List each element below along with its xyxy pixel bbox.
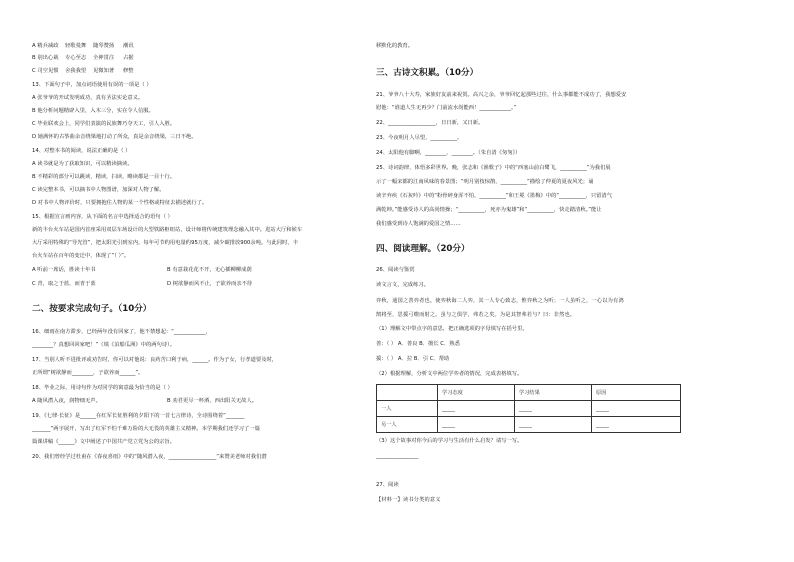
material-1-title: 【材料一】读书分类的意义	[376, 497, 441, 503]
table-header-row	[377, 385, 681, 401]
q26-sub-2: （2）根据理解，分析文中两位学弈者的情况，完成表格填写。	[376, 371, 523, 377]
table-cell: 一人	[377, 401, 438, 417]
q20-line-1: 20、我们曾经学过杜甫在《春夜喜雨》中的“随风潜入夜，__________________”来赞美老师对我们潜	[32, 454, 267, 460]
q25-line-5: 我们感受到诗人饱满的爱国之情……	[376, 221, 461, 227]
q25-line-2: 示了一幅宋都的江南风味的春景图；“明月别枝惊鹊，__________”描绘了仲夏的夏夜风光；诵	[376, 179, 594, 185]
q14-option-d: D 对书中人物评价时，只要拥抱住人物的某一个性格或特征去描述就行了。	[32, 200, 208, 206]
q13-option-d: D 她满怀的古筝曲余音绕梁地打动了所众，真是余音绕梁，三日不绝。	[32, 134, 197, 140]
option-text: B 劝君更尽一杯酒，西出阳关无故人。	[167, 398, 258, 404]
q18-options-row	[32, 398, 257, 405]
classical-text-line-2: 鹄将至，思援弓缴而射之。虽与之俱学，弗若之矣。为是其智弗若与？曰：非然也。	[376, 312, 576, 318]
answer-blank[interactable]: _____	[592, 417, 681, 433]
q14-option-a: A 读书就是为了获取知识，可以精读摘读。	[32, 161, 133, 167]
option-text: 修整	[123, 68, 134, 74]
option-text: 轻歌曼舞	[65, 43, 87, 49]
q17-line-2: 正所谓“树欲静而________，子欲养而______”。	[32, 370, 144, 376]
table-header-cell	[377, 385, 438, 401]
option-text: 见微知著	[93, 68, 115, 74]
q13-stem: 13、下面句子中，加点词语使用有误的一项是（ ）	[32, 82, 152, 88]
q19-line-3: 篇课讲稿《______》文中阐述了中国共产党立党为公的宗旨。	[32, 439, 176, 445]
q13-option-b: B 他分析问题精辟入里，入木三分，实在令人信服。	[32, 108, 154, 114]
q12-options-row-3	[32, 68, 156, 75]
answer-blank[interactable]: _____	[438, 401, 515, 417]
option-text: 舍我我望	[65, 68, 87, 74]
table-header-cell: 学习结果	[515, 385, 592, 401]
option-text: 随琴赞扬	[93, 43, 115, 49]
section-3-title: 三、古诗文积累。（10分）	[376, 68, 479, 78]
q16-line-2: ________？真想回回家吧！”（填《泊船瓜洲》中的两句诗）。	[32, 342, 176, 348]
table-header-cell: 学习态度	[438, 385, 515, 401]
q12-options-row-1	[32, 43, 156, 50]
option-text: A 随风潜入夜，润物细无声。	[32, 398, 101, 404]
q13-option-c: C 毕业联欢会上，同学们表演的民族舞巧夺天工，引人入胜。	[32, 121, 176, 127]
option-text: B 有意栽花花不开，无心插柳柳成荫	[167, 267, 252, 273]
answer-blank[interactable]: _____	[438, 417, 515, 433]
q14-stem: 14、对整本书的阅读，说法正确的是（ ）	[32, 148, 131, 154]
table-row	[377, 417, 681, 433]
q13-option-a: A 张爷爷的开试发明成功，真有圣法实论意义。	[32, 95, 144, 101]
q18-stem: 18、毕业之际，用诗句作为对同学的寓意最为恰当的是（ ）	[32, 385, 173, 391]
option-text: D 树欲静而风不止，子欲养而亲不待	[167, 281, 253, 287]
option-text: 专心至志	[65, 55, 87, 61]
q23-line: 23、今夜明月人尽望，__________。	[376, 135, 463, 141]
answer-blank[interactable]: _____	[592, 401, 681, 417]
answer-blank[interactable]: _____	[515, 417, 592, 433]
q21-line-1: 21、爷爷八十大寿，家族好友前来祝贺。高兴之余，爷爷回忆起那些过往，什么事都能不成功了，我想爱安	[376, 92, 627, 98]
learning-comparison-table	[376, 384, 681, 433]
option-text: A 精兵减政	[32, 43, 59, 49]
option-text: B 别出心裁	[32, 55, 59, 61]
q15-options-row-1	[32, 267, 252, 274]
q21-line-2: 慰他：“谁道人生无再少？门前流水尚能西！____________。”	[376, 105, 517, 111]
q26-sub-1-yuan: 援：（ ） A．拉 B．引 C．帮助	[376, 356, 450, 362]
table-cell: 另一人	[377, 417, 438, 433]
q25-line-3: 读辛弃疾《石灰吟》中的“粉骨碎身浑不怕，__________”和王冕《墨梅》中的“__________，只留清气	[376, 193, 613, 199]
q27-title: 27、阅读	[376, 482, 399, 488]
table-row	[377, 401, 681, 417]
q26-title: 26、阅读与鉴赏	[376, 267, 415, 273]
q19-line-1: 19、《七律·长征》是______在红军长征胜利的夕阳下的一首七言律诗，全诗围绕着“_______	[32, 413, 245, 419]
option-text: 全神贯注	[93, 55, 115, 61]
q22-line: 22、__________________，日日新，又日新。	[376, 120, 484, 126]
q14-option-c: C 读完整本书，可以摘书中人物图谱，加深对人物了解。	[32, 187, 165, 193]
q26-sub-1: （1）理解文中带点字的意思，把正确选项的字母填写在括号里。	[376, 326, 528, 332]
q14-option-b: B 不精彩的部分可以跳读，精读，扫读，略读都是一目十行。	[32, 174, 176, 180]
q15-passage-line-1: 新的丰台火车站是国内首座采用双层车场设计的大型铁路枢纽站，设计师将传统建筑理念融入其中。进站大厅和候车	[32, 227, 303, 233]
reading-instruction: 读文言文，完成练习。	[376, 282, 429, 288]
option-text: 占据	[123, 55, 134, 61]
q26-sub-3-answer-line[interactable]: ________________	[376, 453, 419, 459]
q12-options-row-2	[32, 55, 156, 62]
q26-sub-3: （3）这个故事对你今后的学习与生活有什么启发？请写一写。	[376, 438, 523, 444]
q17-line-1: 17、当别人听不进批评或劝告时，你可以对他说：良药苦口利于病，______。作为子女，行孝道要及时，	[32, 357, 278, 363]
classical-text-line-1: 弈秋，通国之善弈者也。使弈秋诲二人弈，其一人专心致志，惟弈秋之为听；一人虽听之，一心以为有鸿	[376, 298, 624, 304]
q25-line-4: 满乾坤。”能感受诗人的高尚情操；“__________，死亦为鬼雄”和“__________，快走踏清秋。”能让	[376, 207, 602, 213]
section-2-title: 二、按要求完成句子。（10分）	[32, 304, 152, 314]
q15-passage-line-2: 大厅采用特殊的“导光管”，把太阳光引到室内，每年可节约用电量约95万度，减少碳排放900余吨。与此同时，丰	[32, 240, 298, 246]
q15-passage-line-3: 台火车站在百年的变迁中，体现了“（ ）”。	[32, 253, 130, 259]
q16-line-1: 16、细雨在南方滞步，已经两年没有回家了，他不禁想起：“____________，	[32, 329, 211, 335]
q26-sub-1-shan: 善：（ ） A．善良 B．擅长 C．熟悉	[376, 341, 460, 347]
answer-blank[interactable]: _____	[515, 401, 592, 417]
q20-continuation: 移默化的教育。	[376, 43, 414, 49]
q24-line: 24、太阳他有脚啊，________，________。（朱自清《匆匆》）	[376, 150, 521, 156]
option-text: A 听前一席话，胜读十年书	[32, 267, 96, 273]
q15-options-row-2	[32, 281, 252, 288]
q25-line-1: 25、诗词韵律，体悟多彩世界。晚，张志和《渔歌子》中的“西塞山前白鹭飞，__________”为我们展	[376, 165, 611, 171]
option-text: C 青，取之于蓝，而青于蓝	[32, 281, 96, 287]
q15-stem: 15、根据宣言画内容，从下面的名言中选择适合的语句（ ）	[32, 214, 173, 220]
table-header-cell: 原因	[592, 385, 681, 401]
option-text: C 司空见惯	[32, 68, 59, 74]
option-text: 潮讯	[123, 43, 134, 49]
section-4-title: 四、阅读理解。（20分）	[376, 244, 470, 254]
q19-line-2: _______”两字展开，写出了红军不怕千难万险的大无畏的英雄主义精神。本学期我们还学习了一篇	[32, 426, 260, 432]
